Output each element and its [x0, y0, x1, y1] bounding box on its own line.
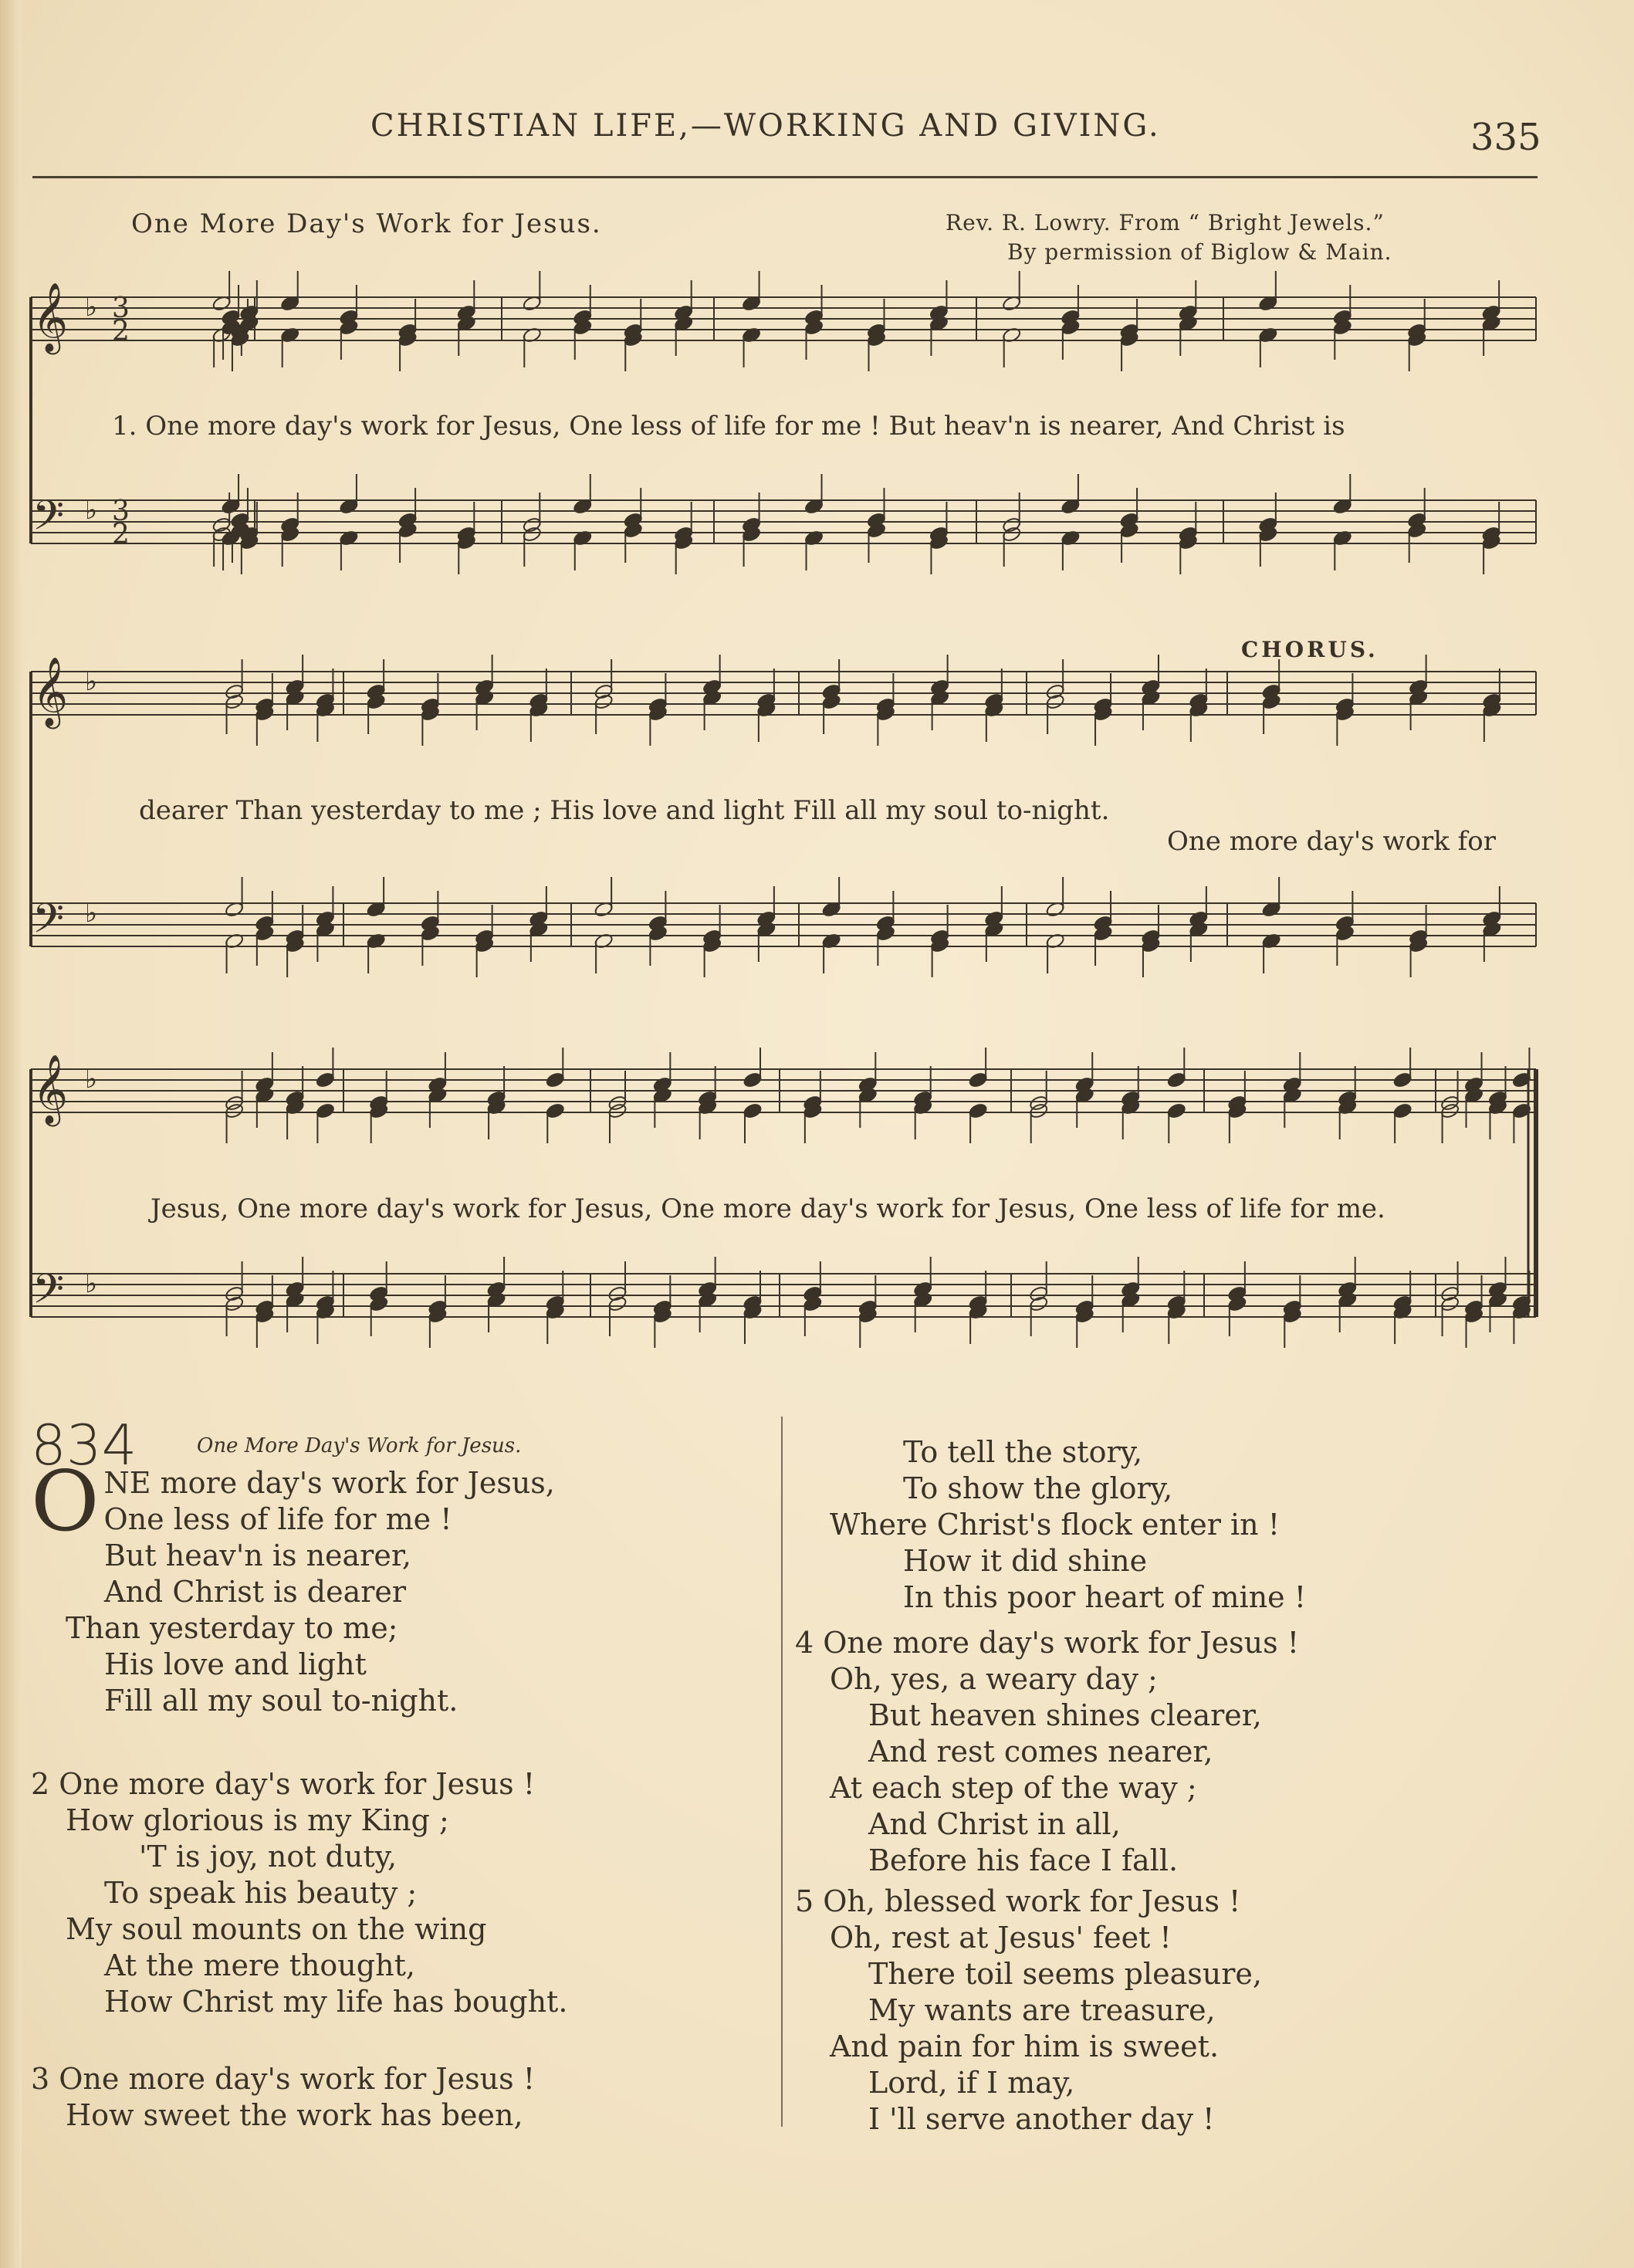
- verse-line: 3 One more day's work for Jesus !: [31, 2062, 535, 2096]
- verse-line: I 'll serve another day !: [868, 2102, 1215, 2136]
- hymn-credit-author: Rev. R. Lowry. From “ Bright Jewels.”: [946, 210, 1385, 235]
- hymn-credit-permission: By permission of Biglow & Main.: [1007, 239, 1392, 265]
- flat-icon: ♭: [85, 292, 98, 323]
- hymn-subtitle: One More Day's Work for Jesus.: [197, 1434, 522, 1457]
- verse-line: Fill all my soul to-night.: [104, 1684, 458, 1718]
- lyrics-line-2: dearer Than yesterday to me ; His love and light Fill all my soul to-night.: [139, 795, 1110, 826]
- verse-5: [795, 1884, 1598, 2138]
- verse-line: To speak his beauty ;: [104, 1876, 418, 1910]
- treble-clef-icon: 𝄞: [32, 283, 69, 352]
- verse-line: Than yesterday to me;: [66, 1611, 398, 1645]
- time-signature-top: 3: [112, 293, 130, 324]
- verse-line: 2 One more day's work for Jesus !: [31, 1767, 535, 1801]
- flat-icon: ♭: [85, 1064, 98, 1095]
- flat-icon: ♭: [85, 495, 98, 526]
- verse-line: To show the glory,: [903, 1471, 1173, 1505]
- verse-2: [31, 1766, 756, 2020]
- verse-line: 'T is joy, not duty,: [139, 1840, 398, 1874]
- verse-line: How it did shine: [903, 1544, 1148, 1578]
- verse-line: But heaven shines clearer,: [868, 1698, 1262, 1732]
- verse-line: Oh, rest at Jesus' feet !: [830, 1921, 1172, 1955]
- verse-line: There toil seems pleasure,: [868, 1957, 1262, 1991]
- verse-4: [795, 1625, 1598, 1879]
- chorus-label: CHORUS.: [1241, 637, 1379, 662]
- verse-line: How glorious is my King ;: [66, 1803, 449, 1837]
- lyrics-line-1: 1. One more day's work for Jesus, One less of life for me ! But heav'n is nearer, And Christ is: [112, 411, 1345, 442]
- flat-icon: ♭: [85, 898, 98, 929]
- treble-clef-icon: 𝄞: [32, 657, 69, 726]
- verse-1: [31, 1454, 756, 1719]
- flat-icon: ♭: [85, 666, 98, 697]
- verse-line: 5 Oh, blessed work for Jesus !: [795, 1884, 1241, 1918]
- bass-clef-icon: 𝄢: [32, 1266, 65, 1323]
- verse-line: NE more day's work for Jesus,: [103, 1466, 555, 1500]
- treble-clef-icon: 𝄞: [32, 1054, 69, 1124]
- lyrics-line-3: Jesus, One more day's work for Jesus, One more day's work for Jesus, One less of life for me.: [151, 1193, 1385, 1224]
- time-signature-bottom: 2: [112, 519, 130, 550]
- verse-line: His love and light: [104, 1647, 367, 1681]
- verse-line: Where Christ's flock enter in !: [830, 1508, 1280, 1542]
- hymn-number: 834: [31, 1413, 137, 1478]
- verse-line: How Christ my life has bought.: [104, 1985, 568, 2019]
- page-number: 335: [1470, 116, 1541, 159]
- verse-line: And Christ is dearer: [104, 1575, 407, 1609]
- verse-3: [31, 2061, 756, 2134]
- column-divider: [781, 1417, 783, 2127]
- bass-clef-icon: 𝄢: [32, 493, 65, 550]
- verse-line: One less of life for me !: [103, 1502, 452, 1536]
- verse-line: Before his face I fall.: [868, 1843, 1179, 1877]
- verse-line: And rest comes nearer,: [868, 1735, 1213, 1769]
- verse-line: Oh, yes, a weary day ;: [830, 1662, 1158, 1696]
- verse-line: How sweet the work has been,: [66, 2098, 523, 2132]
- section-title: CHRISTIAN LIFE,—WORKING AND GIVING.: [370, 108, 1161, 144]
- time-signature-top: 3: [112, 496, 130, 527]
- verse-line: My wants are treasure,: [868, 1993, 1216, 2027]
- verse-line: To tell the story,: [903, 1435, 1143, 1469]
- verse-line: 4 One more day's work for Jesus !: [795, 1626, 1299, 1660]
- lyrics-line-2-chorus: One more day's work for: [1167, 826, 1496, 857]
- hymn-title: One More Day's Work for Jesus.: [131, 208, 602, 239]
- verse-line: And pain for him is sweet.: [830, 2029, 1220, 2063]
- verse-line: At the mere thought,: [104, 1948, 415, 1982]
- verse-line: Lord, if I may,: [868, 2066, 1075, 2100]
- verse-line: But heav'n is nearer,: [104, 1539, 411, 1572]
- verse-line: In this poor heart of mine !: [903, 1580, 1307, 1614]
- verse-line: At each step of the way ;: [830, 1771, 1197, 1805]
- flat-icon: ♭: [85, 1268, 98, 1299]
- bass-clef-icon: 𝄢: [32, 895, 65, 953]
- verse-3-continued: [830, 1434, 1602, 1616]
- drop-cap: O: [31, 1454, 100, 1550]
- verse-line: My soul mounts on the wing: [66, 1912, 487, 1946]
- time-signature-bottom: 2: [112, 316, 130, 347]
- verse-line: And Christ in all,: [868, 1807, 1121, 1841]
